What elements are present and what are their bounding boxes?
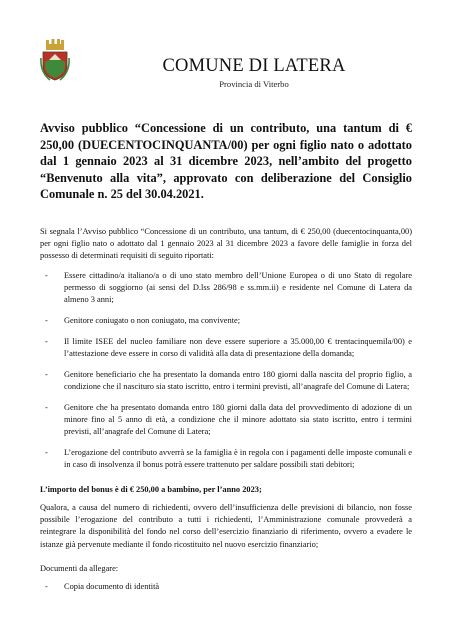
notice-title: Avviso pubblico “Concessione di un contributo, una tantum di € 250,00 (DUECENTOCINQUANTA/00) per ogni figlio nato o adottato dal 1 gennaio 2023 al 31 dicembre 2023, nell’ambito del progetto “Benvenuto alla vita”, approvato con deliberazione del Consiglio Comunale n. 25 del 30.04.2021. (40, 121, 412, 202)
province-name: Provincia di Viterbo (219, 79, 289, 89)
list-item: - L’erogazione del contributo avverrà se la famiglia è in regola con i pagamenti delle imposte comunali e in caso di insolvenza il bonus potrà essere trattenuto per saldare possibili stati debitori; (45, 448, 412, 470)
requirements-list (40, 270, 412, 480)
list-item: - Il limite ISEE del nucleo familiare non deve essere superiore a 35.000,00 € trentacinquemila/00) e l’attestazione deve essere in corso di validità alla data di presentazione della domanda; (45, 337, 412, 359)
list-item: - Genitore che ha presentato domanda entro 180 giorni dalla data del provvedimento di adozione di un minore fino al 5 anno di età, a condizione che il minore adottato sia stato iscritto, entro i termini previsti, all’anagrafe del Comune di Latera; (45, 403, 412, 437)
municipality-name: COMUNE DI LATERA (162, 56, 346, 76)
bonus-amount-line: L’importo del bonus è di € 250,00 a bambino, per l’anno 2023; (40, 485, 262, 494)
documents-list (40, 581, 412, 602)
intro-paragraph: Si segnala l’Avviso pubblico “Concessione di un contributo, una tantum, di € 250,00 (duecentocinquanta,00) per ogni figlio nato o adottato dal 1 gennaio 2023 al 31 dicembre 2023 a favore delle famiglie in forza del possesso di determinati requisiti di seguito riportati: (40, 227, 412, 261)
list-item: - Genitore coniugato o non coniugato, ma convivente; (45, 316, 241, 326)
budget-paragraph: Qualora, a causa del numero di richiedenti, ovvero dell’insufficienza delle previsioni di bilancio, non fosse possibile l’erogazione del contributo a tutti i richiedenti, l’Amministrazione comunale provvederà a reintegrare la disponibilità del fondo nel corso dell’esercizio finanziario di riferimento, ovvero a evadere le istanze già pervenute mediante il fondo ricostituito nel nuovo esercizio finanziario; (40, 503, 412, 549)
documents-label: Documenti da allegare: (40, 564, 119, 573)
list-item: - Genitore beneficiario che ha presentato la domanda entro 180 giorni dalla nascita del proprio figlio, a condizione che il nascituro sia stato iscritto, entro i termini previsti, all’anagrafe del Comune di Latera; (45, 370, 412, 392)
list-item: - Copia documento di identità (45, 582, 160, 591)
list-item: - Essere cittadino/a italiano/a o di uno stato membro dell’Unione Europea o di uno Stato di regolare permesso di soggiorno (ai sensi del D.lss 286/98 e ss.mm.ii) e residente nel Comune di Latera da almeno 3 anni; (45, 271, 412, 305)
